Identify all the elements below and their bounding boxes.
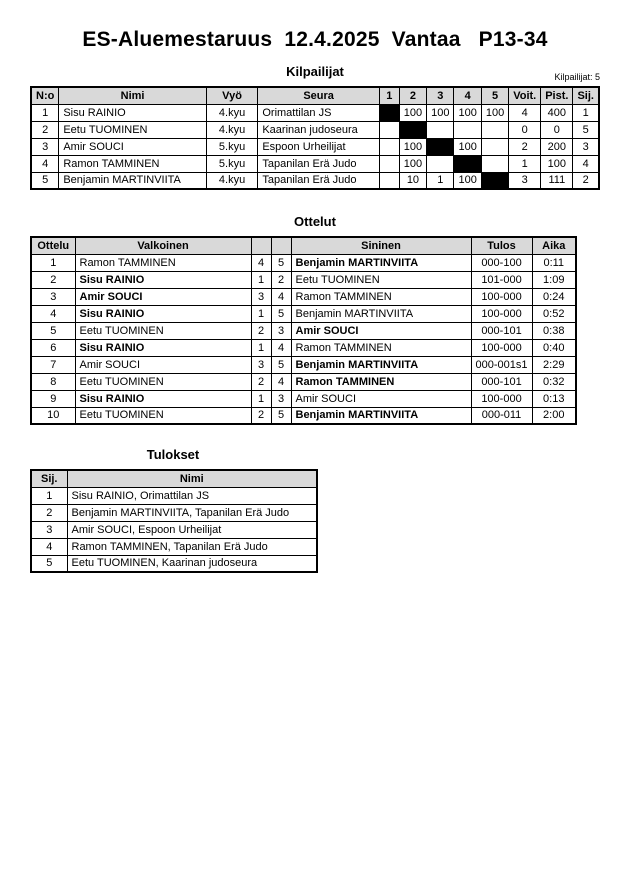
competitor-wins: 0 xyxy=(509,121,541,138)
competitors-column-header: 2 xyxy=(399,87,426,104)
blue-competitor-number: 5 xyxy=(271,305,291,322)
competitors-column-header: 3 xyxy=(427,87,454,104)
result-place: 4 xyxy=(31,538,67,555)
competitor-place: 5 xyxy=(573,121,599,138)
blue-competitor-name: Benjamin MARTINVIITA xyxy=(291,254,471,271)
competitor-wins: 1 xyxy=(509,155,541,172)
competitor-row xyxy=(31,121,599,138)
matches-column-header: Aika xyxy=(532,237,576,254)
match-time: 0:38 xyxy=(532,322,576,339)
match-time: 2:29 xyxy=(532,356,576,373)
matches-column-header: Tulos xyxy=(471,237,532,254)
score-cell xyxy=(379,138,399,155)
competitors-column-header: Voit. xyxy=(509,87,541,104)
match-result: 000-011 xyxy=(471,407,532,424)
match-time: 0:32 xyxy=(532,373,576,390)
white-competitor-number: 2 xyxy=(251,322,271,339)
matches-column-header: Valkoinen xyxy=(75,237,251,254)
white-competitor-number: 1 xyxy=(251,339,271,356)
white-competitor-name: Eetu TUOMINEN xyxy=(75,322,251,339)
white-competitor-number: 4 xyxy=(251,254,271,271)
blue-competitor-name: Ramon TAMMINEN xyxy=(291,288,471,305)
competitor-number: 2 xyxy=(31,121,59,138)
competitors-column-header: Vyö xyxy=(206,87,258,104)
competitor-place: 4 xyxy=(573,155,599,172)
matches-column-header xyxy=(271,237,291,254)
score-cell xyxy=(481,121,508,138)
white-competitor-name: Sisu RAINIO xyxy=(75,390,251,407)
result-place: 1 xyxy=(31,487,67,504)
result-place: 3 xyxy=(31,521,67,538)
match-number: 8 xyxy=(31,373,75,390)
match-row xyxy=(31,390,576,407)
match-time: 1:09 xyxy=(532,271,576,288)
page-title: ES-Aluemestaruus 12.4.2025 Vantaa P13-34 xyxy=(82,28,548,51)
score-cell xyxy=(379,172,399,189)
competitor-club: Tapanilan Erä Judo xyxy=(258,155,380,172)
score-cell xyxy=(481,172,508,189)
result-row xyxy=(31,504,317,521)
competitor-row xyxy=(31,172,599,189)
white-competitor-number: 1 xyxy=(251,271,271,288)
match-row xyxy=(31,254,576,271)
result-row xyxy=(31,521,317,538)
white-competitor-name: Amir SOUCI xyxy=(75,288,251,305)
results-section-title: Tulokset xyxy=(146,447,200,462)
competitor-number: 4 xyxy=(31,155,59,172)
white-competitor-name: Eetu TUOMINEN xyxy=(75,407,251,424)
white-competitor-number: 3 xyxy=(251,288,271,305)
matches-section-head xyxy=(30,214,600,232)
white-competitor-name: Sisu RAINIO xyxy=(75,271,251,288)
competitors-column-header: 5 xyxy=(481,87,508,104)
match-result: 000-101 xyxy=(471,373,532,390)
score-cell: 10 xyxy=(399,172,426,189)
competitor-row xyxy=(31,155,599,172)
result-place: 2 xyxy=(31,504,67,521)
score-cell xyxy=(379,104,399,121)
competitor-number: 1 xyxy=(31,104,59,121)
match-number: 3 xyxy=(31,288,75,305)
competitor-place: 3 xyxy=(573,138,599,155)
match-time: 0:24 xyxy=(532,288,576,305)
score-cell xyxy=(399,121,426,138)
white-competitor-number: 2 xyxy=(251,407,271,424)
white-competitor-name: Sisu RAINIO xyxy=(75,339,251,356)
score-cell xyxy=(427,138,454,155)
score-cell: 100 xyxy=(399,104,426,121)
competitor-points: 0 xyxy=(541,121,573,138)
match-row xyxy=(31,322,576,339)
result-row xyxy=(31,555,317,572)
white-competitor-number: 3 xyxy=(251,356,271,373)
match-result: 100-000 xyxy=(471,288,532,305)
blue-competitor-number: 5 xyxy=(271,356,291,373)
blue-competitor-name: Ramon TAMMINEN xyxy=(291,339,471,356)
competitors-column-header: N:o xyxy=(31,87,59,104)
match-number: 5 xyxy=(31,322,75,339)
blue-competitor-name: Amir SOUCI xyxy=(291,322,471,339)
score-cell: 100 xyxy=(454,104,481,121)
competitor-points: 200 xyxy=(541,138,573,155)
results-section-head xyxy=(30,447,316,465)
match-result: 000-001s1 xyxy=(471,356,532,373)
score-cell: 100 xyxy=(454,172,481,189)
blue-competitor-name: Amir SOUCI xyxy=(291,390,471,407)
competitor-name: Sisu RAINIO xyxy=(59,104,206,121)
competitors-column-header: Seura xyxy=(258,87,380,104)
competitor-belt: 5.kyu xyxy=(206,155,258,172)
white-competitor-name: Sisu RAINIO xyxy=(75,305,251,322)
matches-column-header xyxy=(251,237,271,254)
match-number: 10 xyxy=(31,407,75,424)
result-name: Benjamin MARTINVIITA, Tapanilan Erä Judo xyxy=(67,504,317,521)
result-name: Ramon TAMMINEN, Tapanilan Erä Judo xyxy=(67,538,317,555)
match-result: 000-100 xyxy=(471,254,532,271)
competitors-header-row xyxy=(31,87,599,104)
competitor-belt: 4.kyu xyxy=(206,121,258,138)
match-row xyxy=(31,271,576,288)
competitors-column-header: Nimi xyxy=(59,87,206,104)
competitor-name: Amir SOUCI xyxy=(59,138,206,155)
competitor-points: 400 xyxy=(541,104,573,121)
score-cell xyxy=(427,155,454,172)
score-cell xyxy=(454,121,481,138)
competitor-belt: 4.kyu xyxy=(206,104,258,121)
blue-competitor-name: Benjamin MARTINVIITA xyxy=(291,356,471,373)
competitor-wins: 4 xyxy=(509,104,541,121)
blue-competitor-number: 4 xyxy=(271,288,291,305)
competitors-section-title: Kilpailijat xyxy=(286,64,344,79)
match-time: 0:11 xyxy=(532,254,576,271)
competitors-section-head xyxy=(30,64,600,82)
blue-competitor-number: 3 xyxy=(271,322,291,339)
blue-competitor-number: 3 xyxy=(271,390,291,407)
competitor-belt: 5.kyu xyxy=(206,138,258,155)
match-row xyxy=(31,407,576,424)
score-cell: 100 xyxy=(399,138,426,155)
competitor-row xyxy=(31,104,599,121)
competitor-name: Benjamin MARTINVIITA xyxy=(59,172,206,189)
score-cell xyxy=(481,138,508,155)
match-number: 6 xyxy=(31,339,75,356)
score-cell xyxy=(427,121,454,138)
match-time: 0:13 xyxy=(532,390,576,407)
competitor-number: 3 xyxy=(31,138,59,155)
match-number: 7 xyxy=(31,356,75,373)
competitors-table xyxy=(30,86,600,190)
match-number: 9 xyxy=(31,390,75,407)
match-result: 100-000 xyxy=(471,305,532,322)
score-cell xyxy=(454,155,481,172)
match-result: 101-000 xyxy=(471,271,532,288)
competitors-column-header: 1 xyxy=(379,87,399,104)
match-row xyxy=(31,339,576,356)
score-cell: 100 xyxy=(427,104,454,121)
blue-competitor-number: 4 xyxy=(271,339,291,356)
blue-competitor-name: Benjamin MARTINVIITA xyxy=(291,305,471,322)
competitor-name: Ramon TAMMINEN xyxy=(59,155,206,172)
result-name: Amir SOUCI, Espoon Urheilijat xyxy=(67,521,317,538)
score-cell: 1 xyxy=(427,172,454,189)
score-cell xyxy=(379,121,399,138)
competitor-place: 1 xyxy=(573,104,599,121)
competitor-club: Espoon Urheilijat xyxy=(258,138,380,155)
white-competitor-name: Eetu TUOMINEN xyxy=(75,373,251,390)
result-place: 5 xyxy=(31,555,67,572)
blue-competitor-number: 5 xyxy=(271,254,291,271)
competitor-club: Kaarinan judoseura xyxy=(258,121,380,138)
matches-header-row xyxy=(31,237,576,254)
white-competitor-name: Amir SOUCI xyxy=(75,356,251,373)
competitor-club: Orimattilan JS xyxy=(258,104,380,121)
match-row xyxy=(31,373,576,390)
results-header-row xyxy=(31,470,317,487)
competitor-number: 5 xyxy=(31,172,59,189)
competitor-wins: 2 xyxy=(509,138,541,155)
blue-competitor-number: 2 xyxy=(271,271,291,288)
competitor-name: Eetu TUOMINEN xyxy=(59,121,206,138)
matches-column-header: Sininen xyxy=(291,237,471,254)
blue-competitor-name: Benjamin MARTINVIITA xyxy=(291,407,471,424)
blue-competitor-number: 5 xyxy=(271,407,291,424)
score-cell: 100 xyxy=(481,104,508,121)
competitors-column-header: Pist. xyxy=(541,87,573,104)
competitors-column-header: Sij. xyxy=(573,87,599,104)
score-cell xyxy=(379,155,399,172)
match-result: 000-101 xyxy=(471,322,532,339)
score-cell xyxy=(481,155,508,172)
competitor-club: Tapanilan Erä Judo xyxy=(258,172,380,189)
competitors-count-label: Kilpailijat: 5 xyxy=(554,72,600,82)
results-column-header: Sij. xyxy=(31,470,67,487)
competitors-column-header: 4 xyxy=(454,87,481,104)
white-competitor-name: Ramon TAMMINEN xyxy=(75,254,251,271)
match-number: 2 xyxy=(31,271,75,288)
matches-column-header: Ottelu xyxy=(31,237,75,254)
white-competitor-number: 1 xyxy=(251,305,271,322)
blue-competitor-name: Ramon TAMMINEN xyxy=(291,373,471,390)
match-result: 100-000 xyxy=(471,390,532,407)
competitor-points: 111 xyxy=(541,172,573,189)
results-column-header: Nimi xyxy=(67,470,317,487)
match-row xyxy=(31,356,576,373)
match-row xyxy=(31,305,576,322)
match-number: 1 xyxy=(31,254,75,271)
blue-competitor-number: 4 xyxy=(271,373,291,390)
match-time: 0:52 xyxy=(532,305,576,322)
match-time: 0:40 xyxy=(532,339,576,356)
result-name: Sisu RAINIO, Orimattilan JS xyxy=(67,487,317,504)
match-time: 2:00 xyxy=(532,407,576,424)
result-name: Eetu TUOMINEN, Kaarinan judoseura xyxy=(67,555,317,572)
competitor-points: 100 xyxy=(541,155,573,172)
competitor-belt: 4.kyu xyxy=(206,172,258,189)
results-table xyxy=(30,469,318,573)
match-result: 100-000 xyxy=(471,339,532,356)
result-row xyxy=(31,538,317,555)
competitor-row xyxy=(31,138,599,155)
match-number: 4 xyxy=(31,305,75,322)
score-cell: 100 xyxy=(399,155,426,172)
match-row xyxy=(31,288,576,305)
white-competitor-number: 1 xyxy=(251,390,271,407)
score-cell: 100 xyxy=(454,138,481,155)
result-row xyxy=(31,487,317,504)
competitor-wins: 3 xyxy=(509,172,541,189)
blue-competitor-name: Eetu TUOMINEN xyxy=(291,271,471,288)
matches-section-title: Ottelut xyxy=(294,214,336,229)
competitor-place: 2 xyxy=(573,172,599,189)
white-competitor-number: 2 xyxy=(251,373,271,390)
matches-table xyxy=(30,236,577,425)
